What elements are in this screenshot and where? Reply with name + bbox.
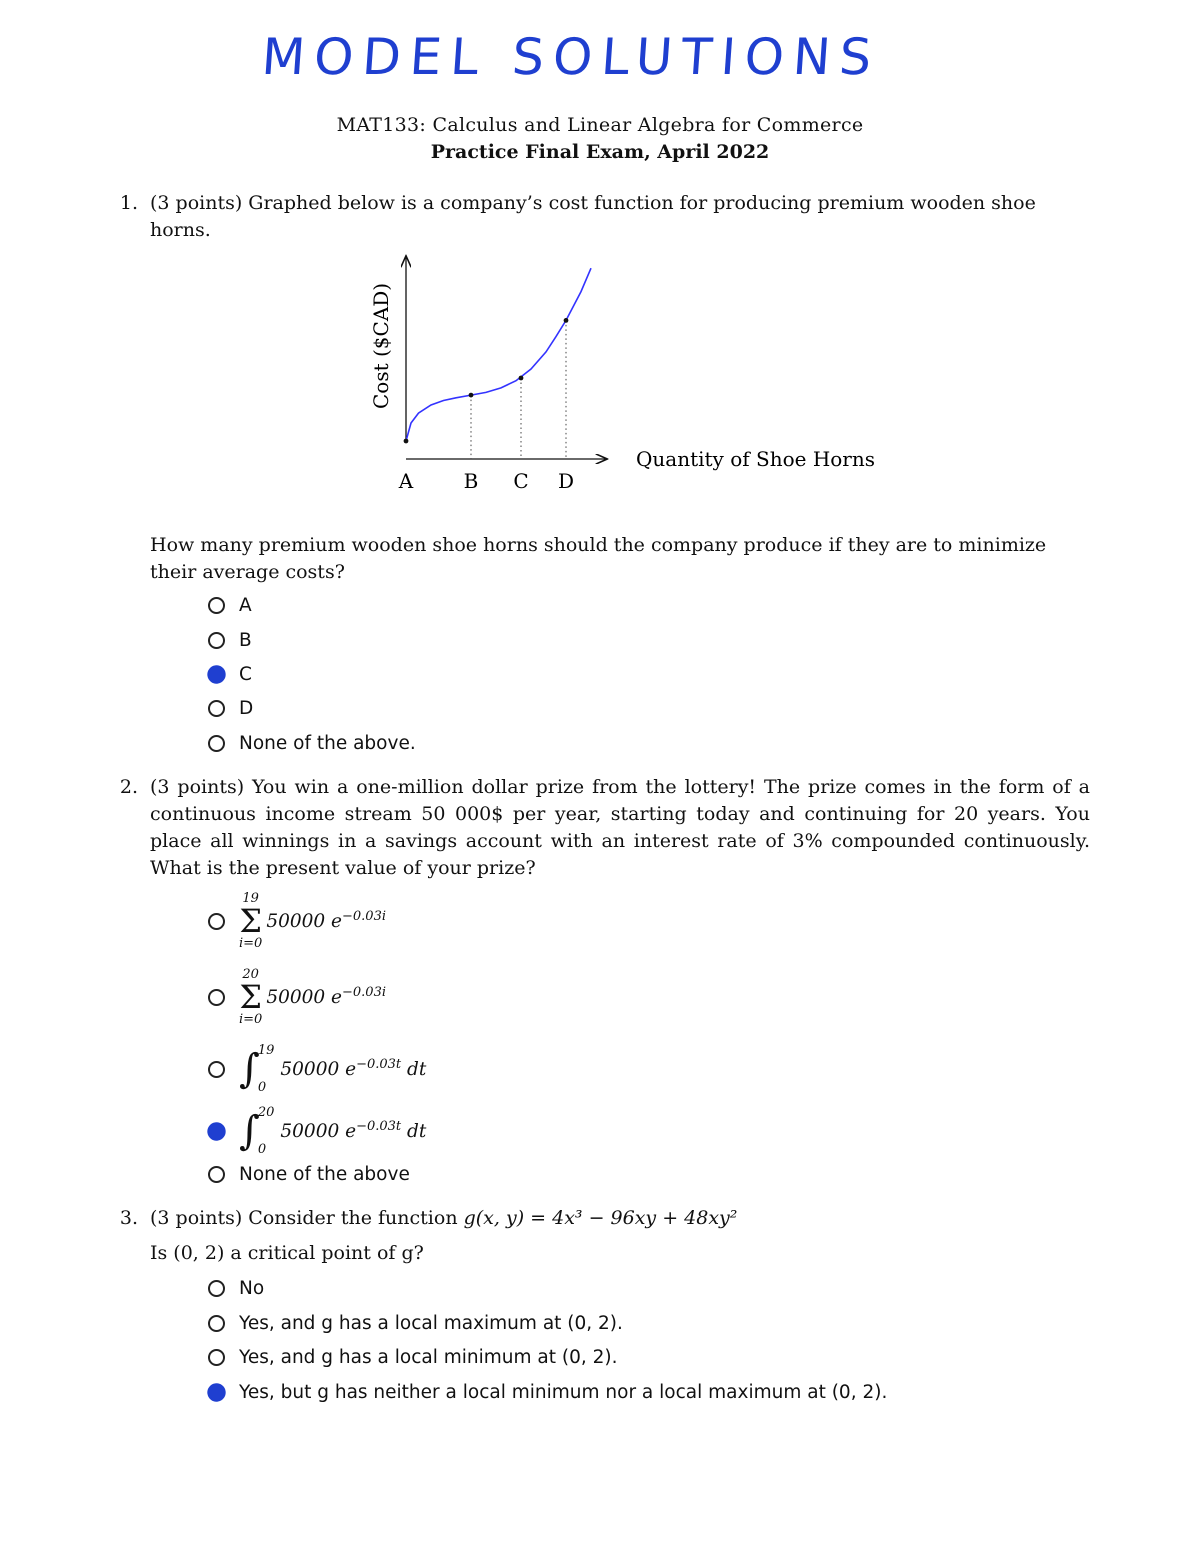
integral: ∫ 20 0 [239, 1105, 275, 1157]
q3-option-no[interactable] [208, 1273, 264, 1303]
q3-option-local-min[interactable] [208, 1342, 617, 1372]
q2-option-expression: 50000 $e^{-0.03t}$ dt [280, 1119, 427, 1143]
x-axis-label: Quantity of Shoe Horns [636, 447, 876, 471]
handwritten-title: MODEL SOLUTIONS [259, 28, 883, 86]
q1-option-d[interactable] [208, 693, 253, 723]
q1-option-label: D [239, 697, 254, 719]
point-b [469, 393, 474, 398]
q3-option-label: Yes, but g has neither a local minimum nor a local maximum at (0, 2). [239, 1381, 888, 1403]
q3-option-neither[interactable] [208, 1377, 887, 1407]
q3-function: g(x, y) = 4x³ − 96xy + 48xy² [463, 1207, 738, 1229]
cost-chart [340, 245, 900, 505]
radio-icon[interactable] [208, 1280, 225, 1297]
q3-option-label: Yes, and g has a local minimum at (0, 2). [239, 1346, 618, 1368]
q2-text: (3 points) You win a one-million dollar prize from the lottery! The prize comes in the form of a continuous income stream 50 000$ per year, starting today and continuing for 20 years. You place all winnings in a savings account with an interest rate of 3% compounded continuously. What is the present value of your prize? [150, 776, 1090, 879]
q1-option-label: C [239, 663, 252, 685]
q1-number: 1. [119, 192, 138, 214]
q2-option-expression: 50000 $e^{-0.03t}$ dt [280, 1057, 427, 1081]
point-c [519, 376, 524, 381]
q2-option-label: None of the above [239, 1163, 410, 1185]
q2-option-sum-20[interactable] [208, 964, 386, 1030]
q3-option-label: Yes, and g has a local maximum at (0, 2). [239, 1312, 623, 1334]
q2-option-expression: 50000 $e^{-0.03i}$ [266, 909, 387, 933]
q2-option-integral-19[interactable] [208, 1040, 426, 1098]
q1-option-a[interactable] [208, 590, 252, 620]
q1-option-none[interactable] [208, 728, 416, 758]
x-tick-a: A [398, 469, 414, 493]
summation: 20 Σ i=0 [239, 967, 263, 1027]
q2-option-sum-19[interactable] [208, 888, 386, 954]
q3-option-local-max[interactable] [208, 1308, 623, 1338]
radio-icon[interactable] [208, 1061, 225, 1078]
radio-icon[interactable] [208, 913, 225, 930]
y-axis-label: Cost ($CAD) [369, 282, 393, 409]
radio-icon[interactable] [208, 700, 225, 717]
x-tick-b: B [463, 469, 479, 493]
q3-text: (3 points) Consider the function g(x, y) = 4x³ − 96xy + 48xy² [150, 1207, 738, 1229]
radio-icon[interactable] [208, 735, 225, 752]
cost-curve [406, 268, 591, 441]
q3-option-label: No [239, 1277, 265, 1299]
radio-icon[interactable] [208, 989, 225, 1006]
radio-icon[interactable] [208, 597, 225, 614]
integral: ∫ 19 0 [239, 1043, 275, 1095]
radio-icon[interactable] [208, 632, 225, 649]
q1-option-b[interactable] [208, 625, 252, 655]
radio-filled-icon[interactable] [206, 664, 227, 685]
q2-option-integral-20[interactable] [208, 1102, 426, 1160]
point-d [564, 318, 569, 323]
q1-option-c[interactable] [208, 659, 252, 689]
q1-option-label: A [239, 594, 252, 616]
exam-title: Practice Final Exam, April 2022 [430, 141, 770, 163]
q1-option-label: None of the above. [239, 732, 416, 754]
q1-text: (3 points) Graphed below is a company’s cost function for producing premium wooden shoe horns. [150, 192, 1036, 241]
radio-filled-icon[interactable] [206, 1121, 227, 1142]
q2-option-expression: 50000 $e^{-0.03i}$ [266, 985, 387, 1009]
q1-option-label: B [239, 629, 252, 651]
summation: 19 Σ i=0 [239, 891, 263, 951]
course-title: MAT133: Calculus and Linear Algebra for Commerce [336, 114, 864, 136]
radio-icon[interactable] [208, 1166, 225, 1183]
x-tick-d: D [557, 469, 575, 493]
q2-option-none[interactable] [208, 1159, 410, 1189]
radio-icon[interactable] [208, 1315, 225, 1332]
q2-number: 2. [119, 776, 138, 798]
q3-prompt: Is (0, 2) a critical point of g? [150, 1242, 424, 1264]
radio-filled-icon[interactable] [206, 1382, 227, 1403]
radio-icon[interactable] [208, 1349, 225, 1366]
q3-number: 3. [119, 1207, 138, 1229]
x-tick-c: C [513, 469, 529, 493]
q1-prompt: How many premium wooden shoe horns should the company produce if they are to minimize their average costs? [150, 534, 1047, 583]
point-a [404, 439, 409, 444]
